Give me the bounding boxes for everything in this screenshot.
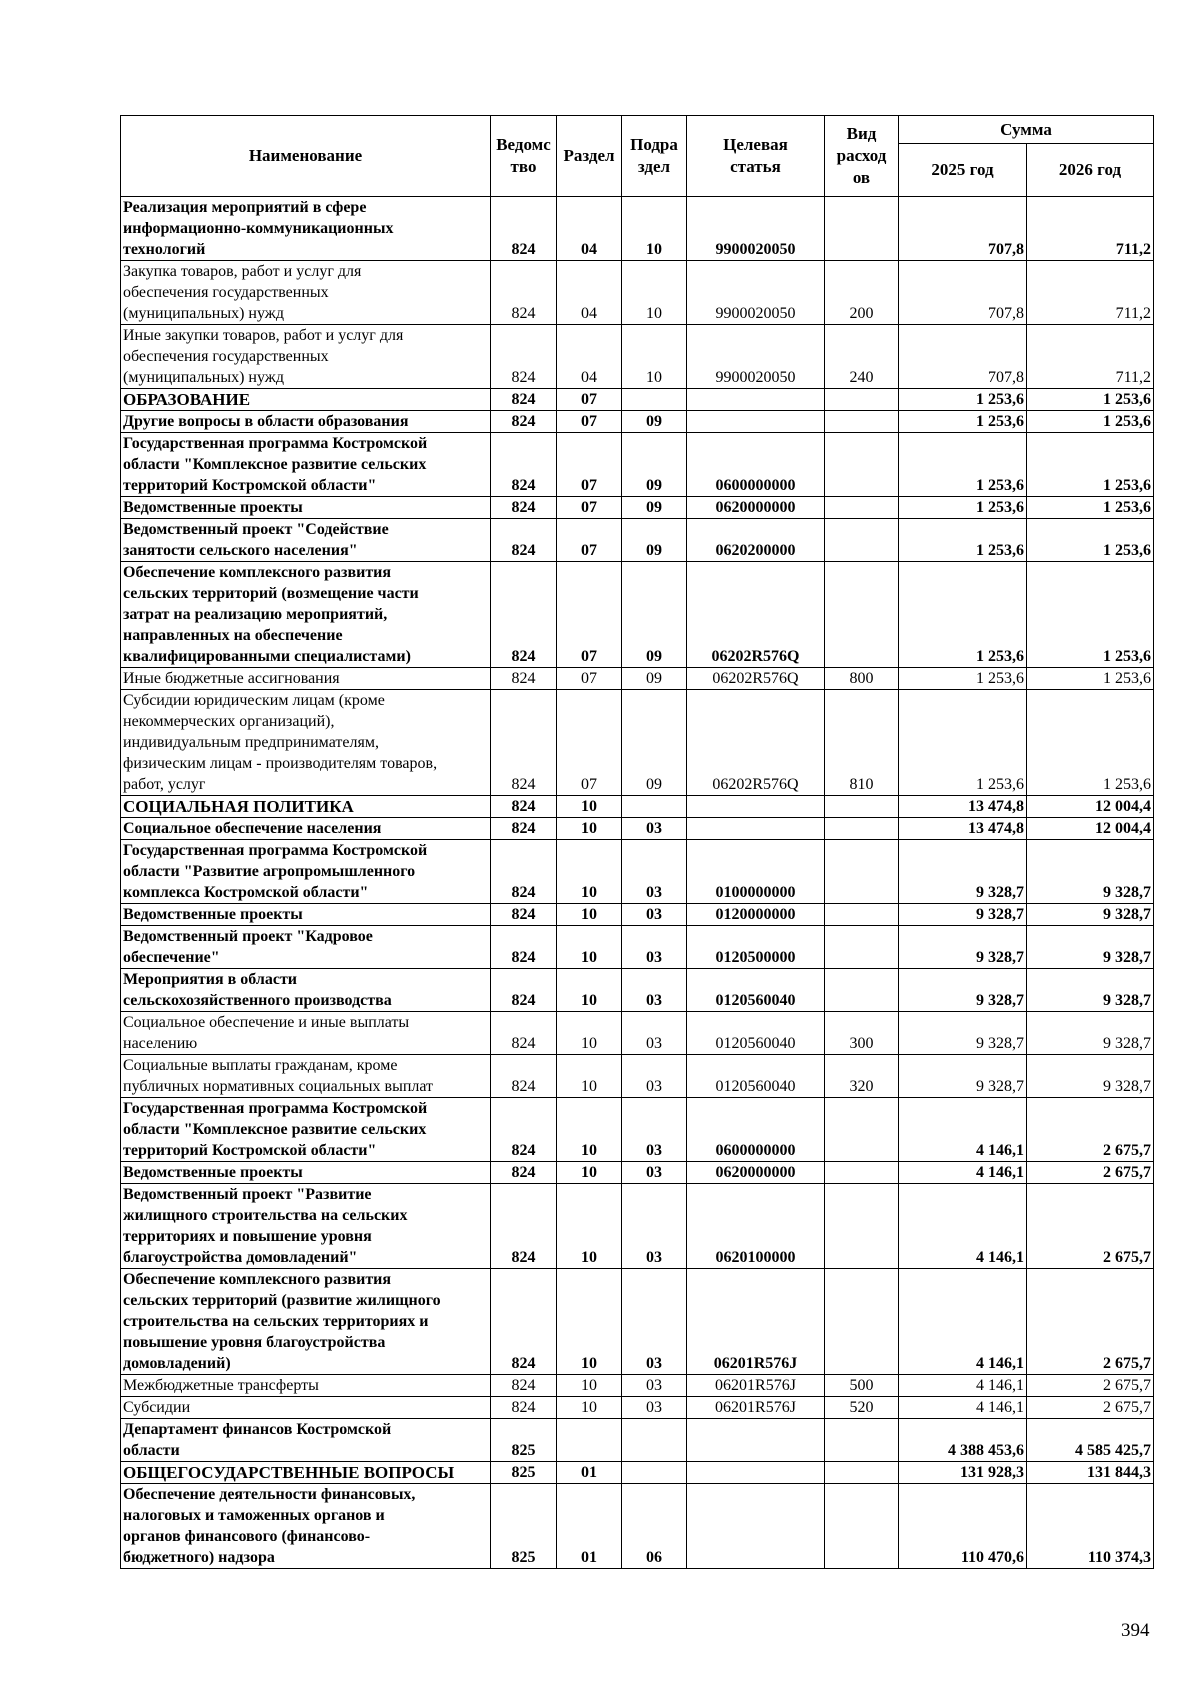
cell-ministry: 824 bbox=[491, 668, 557, 690]
header-name: Наименование bbox=[121, 116, 491, 197]
cell-target-article bbox=[687, 411, 825, 433]
cell-section: 07 bbox=[557, 562, 622, 668]
cell-sum-2026: 12 004,4 bbox=[1027, 796, 1154, 818]
table-row bbox=[121, 519, 1154, 562]
cell-sum-2026: 711,2 bbox=[1027, 197, 1154, 261]
cell-ministry: 824 bbox=[491, 1098, 557, 1162]
cell-name: Иные закупки товаров, работ и услуг для обеспечения государственных (муниципальных) нужд bbox=[121, 325, 491, 389]
cell-sum-2026: 9 328,7 bbox=[1027, 840, 1154, 904]
cell-section: 01 bbox=[557, 1462, 622, 1484]
cell-name: Социальные выплаты гражданам, кроме публичных нормативных социальных выплат bbox=[121, 1055, 491, 1098]
cell-sum-2025: 9 328,7 bbox=[899, 840, 1027, 904]
cell-ministry: 824 bbox=[491, 926, 557, 969]
cell-expense-type: 320 bbox=[825, 1055, 899, 1098]
cell-sum-2026: 2 675,7 bbox=[1027, 1184, 1154, 1269]
header-year-2025: 2025 год bbox=[899, 144, 1027, 197]
cell-target-article: 0100000000 bbox=[687, 840, 825, 904]
cell-name: Государственная программа Костромской области "Комплексное развитие сельских территорий Костромской области" bbox=[121, 1098, 491, 1162]
cell-target-article: 0600000000 bbox=[687, 433, 825, 497]
cell-section: 07 bbox=[557, 411, 622, 433]
cell-sum-2025: 4 146,1 bbox=[899, 1184, 1027, 1269]
cell-section: 10 bbox=[557, 1397, 622, 1419]
cell-section bbox=[557, 1419, 622, 1462]
cell-section: 10 bbox=[557, 1375, 622, 1397]
cell-sum-2026: 2 675,7 bbox=[1027, 1375, 1154, 1397]
cell-expense-type bbox=[825, 1419, 899, 1462]
cell-sum-2025: 9 328,7 bbox=[899, 926, 1027, 969]
cell-target-article: 06202R576Q bbox=[687, 668, 825, 690]
cell-ministry: 824 bbox=[491, 1055, 557, 1098]
cell-sum-2025: 1 253,6 bbox=[899, 389, 1027, 411]
cell-subsection bbox=[622, 1419, 687, 1462]
cell-section: 04 bbox=[557, 325, 622, 389]
cell-ministry: 824 bbox=[491, 904, 557, 926]
cell-target-article bbox=[687, 1419, 825, 1462]
cell-ministry: 824 bbox=[491, 840, 557, 904]
cell-target-article bbox=[687, 818, 825, 840]
cell-sum-2025: 1 253,6 bbox=[899, 433, 1027, 497]
cell-sum-2026: 1 253,6 bbox=[1027, 411, 1154, 433]
table-row bbox=[121, 1397, 1154, 1419]
cell-sum-2026: 110 374,3 bbox=[1027, 1484, 1154, 1569]
cell-name: Ведомственный проект "Содействие занятости сельского населения" bbox=[121, 519, 491, 562]
cell-target-article: 0120560040 bbox=[687, 1055, 825, 1098]
cell-sum-2026: 9 328,7 bbox=[1027, 1055, 1154, 1098]
cell-name: ОБЩЕГОСУДАРСТВЕННЫЕ ВОПРОСЫ bbox=[121, 1462, 491, 1484]
table-row bbox=[121, 818, 1154, 840]
cell-expense-type bbox=[825, 969, 899, 1012]
table-row bbox=[121, 969, 1154, 1012]
cell-name: Закупка товаров, работ и услуг для обеспечения государственных (муниципальных) нужд bbox=[121, 261, 491, 325]
table-row bbox=[121, 926, 1154, 969]
cell-target-article: 0620200000 bbox=[687, 519, 825, 562]
cell-sum-2026: 9 328,7 bbox=[1027, 904, 1154, 926]
cell-target-article bbox=[687, 389, 825, 411]
cell-subsection: 03 bbox=[622, 1098, 687, 1162]
cell-target-article bbox=[687, 1484, 825, 1569]
cell-sum-2026: 131 844,3 bbox=[1027, 1462, 1154, 1484]
cell-expense-type: 300 bbox=[825, 1012, 899, 1055]
table-row bbox=[121, 411, 1154, 433]
cell-expense-type: 200 bbox=[825, 261, 899, 325]
page-number: 394 bbox=[1121, 1620, 1150, 1641]
cell-expense-type: 810 bbox=[825, 690, 899, 796]
table-row bbox=[121, 261, 1154, 325]
cell-target-article bbox=[687, 1462, 825, 1484]
cell-expense-type bbox=[825, 497, 899, 519]
cell-sum-2025: 4 146,1 bbox=[899, 1269, 1027, 1375]
cell-section: 10 bbox=[557, 1055, 622, 1098]
cell-expense-type: 500 bbox=[825, 1375, 899, 1397]
cell-expense-type bbox=[825, 1462, 899, 1484]
cell-sum-2025: 9 328,7 bbox=[899, 904, 1027, 926]
cell-subsection: 03 bbox=[622, 1012, 687, 1055]
cell-expense-type bbox=[825, 1162, 899, 1184]
table-row bbox=[121, 690, 1154, 796]
cell-name: Другие вопросы в области образования bbox=[121, 411, 491, 433]
cell-name: Реализация мероприятий в сфере информационно-коммуникационных технологий bbox=[121, 197, 491, 261]
cell-sum-2025: 1 253,6 bbox=[899, 411, 1027, 433]
cell-name: Социальное обеспечение и иные выплаты населению bbox=[121, 1012, 491, 1055]
cell-target-article: 9900020050 bbox=[687, 261, 825, 325]
cell-expense-type bbox=[825, 818, 899, 840]
cell-expense-type bbox=[825, 1269, 899, 1375]
table-row bbox=[121, 796, 1154, 818]
cell-section: 07 bbox=[557, 668, 622, 690]
table-row bbox=[121, 840, 1154, 904]
cell-ministry: 824 bbox=[491, 433, 557, 497]
cell-ministry: 824 bbox=[491, 519, 557, 562]
cell-expense-type bbox=[825, 389, 899, 411]
cell-expense-type bbox=[825, 1184, 899, 1269]
cell-ministry: 824 bbox=[491, 690, 557, 796]
cell-section: 10 bbox=[557, 969, 622, 1012]
cell-sum-2025: 1 253,6 bbox=[899, 562, 1027, 668]
cell-sum-2025: 131 928,3 bbox=[899, 1462, 1027, 1484]
table-row bbox=[121, 1098, 1154, 1162]
table-row bbox=[121, 1162, 1154, 1184]
cell-ministry: 824 bbox=[491, 389, 557, 411]
header-ministry: Ведомс тво bbox=[491, 116, 557, 197]
cell-name: Государственная программа Костромской области "Развитие агропромышленного комплекса Костромской области" bbox=[121, 840, 491, 904]
cell-target-article: 06201R576J bbox=[687, 1375, 825, 1397]
cell-sum-2025: 13 474,8 bbox=[899, 796, 1027, 818]
cell-section: 01 bbox=[557, 1484, 622, 1569]
cell-name: Ведомственные проекты bbox=[121, 1162, 491, 1184]
cell-section: 07 bbox=[557, 389, 622, 411]
table-row bbox=[121, 1184, 1154, 1269]
cell-sum-2025: 707,8 bbox=[899, 261, 1027, 325]
cell-ministry: 825 bbox=[491, 1419, 557, 1462]
cell-ministry: 824 bbox=[491, 1269, 557, 1375]
cell-target-article: 06202R576Q bbox=[687, 562, 825, 668]
cell-ministry: 824 bbox=[491, 411, 557, 433]
cell-expense-type bbox=[825, 433, 899, 497]
cell-name: Ведомственный проект "Кадровое обеспечение" bbox=[121, 926, 491, 969]
cell-subsection: 03 bbox=[622, 904, 687, 926]
cell-sum-2026: 9 328,7 bbox=[1027, 1012, 1154, 1055]
cell-section: 10 bbox=[557, 1012, 622, 1055]
cell-ministry: 824 bbox=[491, 325, 557, 389]
cell-target-article: 9900020050 bbox=[687, 197, 825, 261]
table-row bbox=[121, 1055, 1154, 1098]
cell-section: 04 bbox=[557, 197, 622, 261]
cell-subsection: 09 bbox=[622, 519, 687, 562]
cell-section: 10 bbox=[557, 840, 622, 904]
cell-name: Обеспечение комплексного развития сельских территорий (развитие жилищного строительства на сельских территориях и повышение уровня благоустройства домовладений) bbox=[121, 1269, 491, 1375]
table-row bbox=[121, 1269, 1154, 1375]
table-row bbox=[121, 1375, 1154, 1397]
cell-name: Государственная программа Костромской области "Комплексное развитие сельских территорий Костромской области" bbox=[121, 433, 491, 497]
cell-sum-2026: 4 585 425,7 bbox=[1027, 1419, 1154, 1462]
cell-name: СОЦИАЛЬНАЯ ПОЛИТИКА bbox=[121, 796, 491, 818]
cell-expense-type bbox=[825, 796, 899, 818]
cell-subsection: 03 bbox=[622, 1055, 687, 1098]
cell-name: Обеспечение комплексного развития сельских территорий (возмещение части затрат на реализацию мероприятий, направленных на обеспечение квалифицированными специалистами) bbox=[121, 562, 491, 668]
table-row bbox=[121, 197, 1154, 261]
cell-expense-type bbox=[825, 1484, 899, 1569]
cell-ministry: 824 bbox=[491, 1184, 557, 1269]
cell-expense-type: 520 bbox=[825, 1397, 899, 1419]
cell-expense-type bbox=[825, 840, 899, 904]
cell-subsection: 09 bbox=[622, 562, 687, 668]
cell-subsection: 03 bbox=[622, 1397, 687, 1419]
cell-name: Социальное обеспечение населения bbox=[121, 818, 491, 840]
cell-name: Межбюджетные трансферты bbox=[121, 1375, 491, 1397]
cell-target-article: 0620000000 bbox=[687, 497, 825, 519]
cell-sum-2026: 711,2 bbox=[1027, 261, 1154, 325]
cell-name: Ведомственный проект "Развитие жилищного строительства на сельских территориях и повышение уровня благоустройства домовладений" bbox=[121, 1184, 491, 1269]
cell-section: 10 bbox=[557, 1269, 622, 1375]
cell-subsection: 10 bbox=[622, 261, 687, 325]
cell-section: 07 bbox=[557, 497, 622, 519]
cell-section: 10 bbox=[557, 1098, 622, 1162]
cell-sum-2026: 1 253,6 bbox=[1027, 519, 1154, 562]
cell-section: 10 bbox=[557, 796, 622, 818]
cell-sum-2026: 9 328,7 bbox=[1027, 969, 1154, 1012]
table-row bbox=[121, 389, 1154, 411]
cell-sum-2026: 1 253,6 bbox=[1027, 433, 1154, 497]
cell-name: ОБРАЗОВАНИЕ bbox=[121, 389, 491, 411]
cell-ministry: 824 bbox=[491, 818, 557, 840]
cell-ministry: 824 bbox=[491, 562, 557, 668]
cell-expense-type bbox=[825, 904, 899, 926]
table-row bbox=[121, 562, 1154, 668]
cell-expense-type bbox=[825, 411, 899, 433]
table-row bbox=[121, 1012, 1154, 1055]
cell-expense-type bbox=[825, 926, 899, 969]
cell-sum-2025: 1 253,6 bbox=[899, 497, 1027, 519]
cell-expense-type bbox=[825, 1098, 899, 1162]
cell-subsection: 03 bbox=[622, 969, 687, 1012]
cell-subsection: 09 bbox=[622, 411, 687, 433]
header-section: Раздел bbox=[557, 116, 622, 197]
header-sum: Сумма bbox=[899, 116, 1154, 144]
cell-subsection bbox=[622, 796, 687, 818]
cell-sum-2025: 707,8 bbox=[899, 197, 1027, 261]
cell-target-article: 0620100000 bbox=[687, 1184, 825, 1269]
table-row bbox=[121, 1462, 1154, 1484]
table-row bbox=[121, 668, 1154, 690]
cell-section: 10 bbox=[557, 904, 622, 926]
cell-section: 10 bbox=[557, 1184, 622, 1269]
cell-target-article: 0600000000 bbox=[687, 1098, 825, 1162]
cell-sum-2026: 1 253,6 bbox=[1027, 497, 1154, 519]
cell-sum-2025: 9 328,7 bbox=[899, 969, 1027, 1012]
cell-sum-2025: 1 253,6 bbox=[899, 519, 1027, 562]
cell-sum-2025: 1 253,6 bbox=[899, 668, 1027, 690]
cell-name: Субсидии bbox=[121, 1397, 491, 1419]
header-year-2026: 2026 год bbox=[1027, 144, 1154, 197]
table-header bbox=[121, 116, 1154, 197]
cell-sum-2025: 9 328,7 bbox=[899, 1055, 1027, 1098]
cell-subsection: 10 bbox=[622, 197, 687, 261]
cell-target-article: 0120500000 bbox=[687, 926, 825, 969]
cell-expense-type bbox=[825, 562, 899, 668]
cell-sum-2026: 2 675,7 bbox=[1027, 1397, 1154, 1419]
table-row bbox=[121, 497, 1154, 519]
cell-ministry: 824 bbox=[491, 1397, 557, 1419]
cell-section: 10 bbox=[557, 1162, 622, 1184]
cell-subsection: 09 bbox=[622, 668, 687, 690]
cell-sum-2025: 1 253,6 bbox=[899, 690, 1027, 796]
cell-target-article: 0120560040 bbox=[687, 1012, 825, 1055]
cell-expense-type bbox=[825, 519, 899, 562]
cell-target-article: 9900020050 bbox=[687, 325, 825, 389]
cell-section: 07 bbox=[557, 690, 622, 796]
table-row bbox=[121, 433, 1154, 497]
table-row bbox=[121, 1484, 1154, 1569]
cell-subsection: 10 bbox=[622, 325, 687, 389]
table-row bbox=[121, 904, 1154, 926]
cell-sum-2025: 4 146,1 bbox=[899, 1098, 1027, 1162]
cell-sum-2025: 13 474,8 bbox=[899, 818, 1027, 840]
cell-ministry: 824 bbox=[491, 1162, 557, 1184]
cell-sum-2025: 707,8 bbox=[899, 325, 1027, 389]
header-expense-type: Вид расход ов bbox=[825, 116, 899, 197]
cell-ministry: 824 bbox=[491, 497, 557, 519]
cell-sum-2026: 2 675,7 bbox=[1027, 1269, 1154, 1375]
cell-sum-2026: 1 253,6 bbox=[1027, 690, 1154, 796]
cell-target-article: 0120560040 bbox=[687, 969, 825, 1012]
cell-sum-2026: 711,2 bbox=[1027, 325, 1154, 389]
cell-sum-2025: 4 146,1 bbox=[899, 1375, 1027, 1397]
cell-section: 10 bbox=[557, 818, 622, 840]
cell-sum-2026: 12 004,4 bbox=[1027, 818, 1154, 840]
cell-section: 07 bbox=[557, 519, 622, 562]
cell-expense-type: 800 bbox=[825, 668, 899, 690]
cell-subsection: 09 bbox=[622, 433, 687, 497]
cell-name: Ведомственные проекты bbox=[121, 497, 491, 519]
cell-ministry: 824 bbox=[491, 969, 557, 1012]
cell-name: Обеспечение деятельности финансовых, налоговых и таможенных органов и органов финансового (финансово- бюджетного) надзора bbox=[121, 1484, 491, 1569]
cell-name: Субсидии юридическим лицам (кроме некоммерческих организаций), индивидуальным предпринимателям, физическим лицам - производителям товаров, работ, услуг bbox=[121, 690, 491, 796]
cell-name: Иные бюджетные ассигнования bbox=[121, 668, 491, 690]
cell-subsection: 03 bbox=[622, 840, 687, 904]
cell-subsection: 03 bbox=[622, 1184, 687, 1269]
cell-expense-type bbox=[825, 197, 899, 261]
cell-subsection: 09 bbox=[622, 497, 687, 519]
cell-sum-2025: 4 388 453,6 bbox=[899, 1419, 1027, 1462]
cell-name: Мероприятия в области сельскохозяйственного производства bbox=[121, 969, 491, 1012]
cell-subsection: 03 bbox=[622, 818, 687, 840]
cell-ministry: 825 bbox=[491, 1462, 557, 1484]
cell-sum-2026: 2 675,7 bbox=[1027, 1162, 1154, 1184]
cell-target-article: 06201R576J bbox=[687, 1397, 825, 1419]
cell-ministry: 824 bbox=[491, 1012, 557, 1055]
cell-expense-type: 240 bbox=[825, 325, 899, 389]
cell-section: 07 bbox=[557, 433, 622, 497]
cell-subsection: 03 bbox=[622, 1162, 687, 1184]
cell-sum-2025: 4 146,1 bbox=[899, 1162, 1027, 1184]
cell-sum-2026: 9 328,7 bbox=[1027, 926, 1154, 969]
cell-sum-2026: 1 253,6 bbox=[1027, 562, 1154, 668]
cell-subsection: 03 bbox=[622, 1375, 687, 1397]
cell-ministry: 824 bbox=[491, 796, 557, 818]
table-row bbox=[121, 1419, 1154, 1462]
cell-target-article: 0620000000 bbox=[687, 1162, 825, 1184]
cell-target-article: 06202R576Q bbox=[687, 690, 825, 796]
cell-sum-2026: 1 253,6 bbox=[1027, 389, 1154, 411]
cell-subsection bbox=[622, 389, 687, 411]
table-body bbox=[121, 197, 1154, 1569]
header-subsection: Подра здел bbox=[622, 116, 687, 197]
cell-subsection: 03 bbox=[622, 1269, 687, 1375]
cell-target-article: 0120000000 bbox=[687, 904, 825, 926]
cell-section: 10 bbox=[557, 926, 622, 969]
cell-ministry: 825 bbox=[491, 1484, 557, 1569]
cell-name: Ведомственные проекты bbox=[121, 904, 491, 926]
cell-sum-2025: 110 470,6 bbox=[899, 1484, 1027, 1569]
cell-subsection: 06 bbox=[622, 1484, 687, 1569]
cell-subsection: 03 bbox=[622, 926, 687, 969]
cell-sum-2025: 4 146,1 bbox=[899, 1397, 1027, 1419]
cell-subsection: 09 bbox=[622, 690, 687, 796]
cell-target-article bbox=[687, 796, 825, 818]
cell-section: 04 bbox=[557, 261, 622, 325]
table-row bbox=[121, 325, 1154, 389]
cell-ministry: 824 bbox=[491, 1375, 557, 1397]
budget-table-sheet bbox=[120, 115, 1153, 1569]
budget-table bbox=[120, 115, 1154, 1569]
header-target-article: Целевая статья bbox=[687, 116, 825, 197]
cell-sum-2026: 1 253,6 bbox=[1027, 668, 1154, 690]
cell-target-article: 06201R576J bbox=[687, 1269, 825, 1375]
cell-sum-2025: 9 328,7 bbox=[899, 1012, 1027, 1055]
cell-ministry: 824 bbox=[491, 261, 557, 325]
cell-sum-2026: 2 675,7 bbox=[1027, 1098, 1154, 1162]
cell-ministry: 824 bbox=[491, 197, 557, 261]
cell-subsection bbox=[622, 1462, 687, 1484]
cell-name: Департамент финансов Костромской области bbox=[121, 1419, 491, 1462]
